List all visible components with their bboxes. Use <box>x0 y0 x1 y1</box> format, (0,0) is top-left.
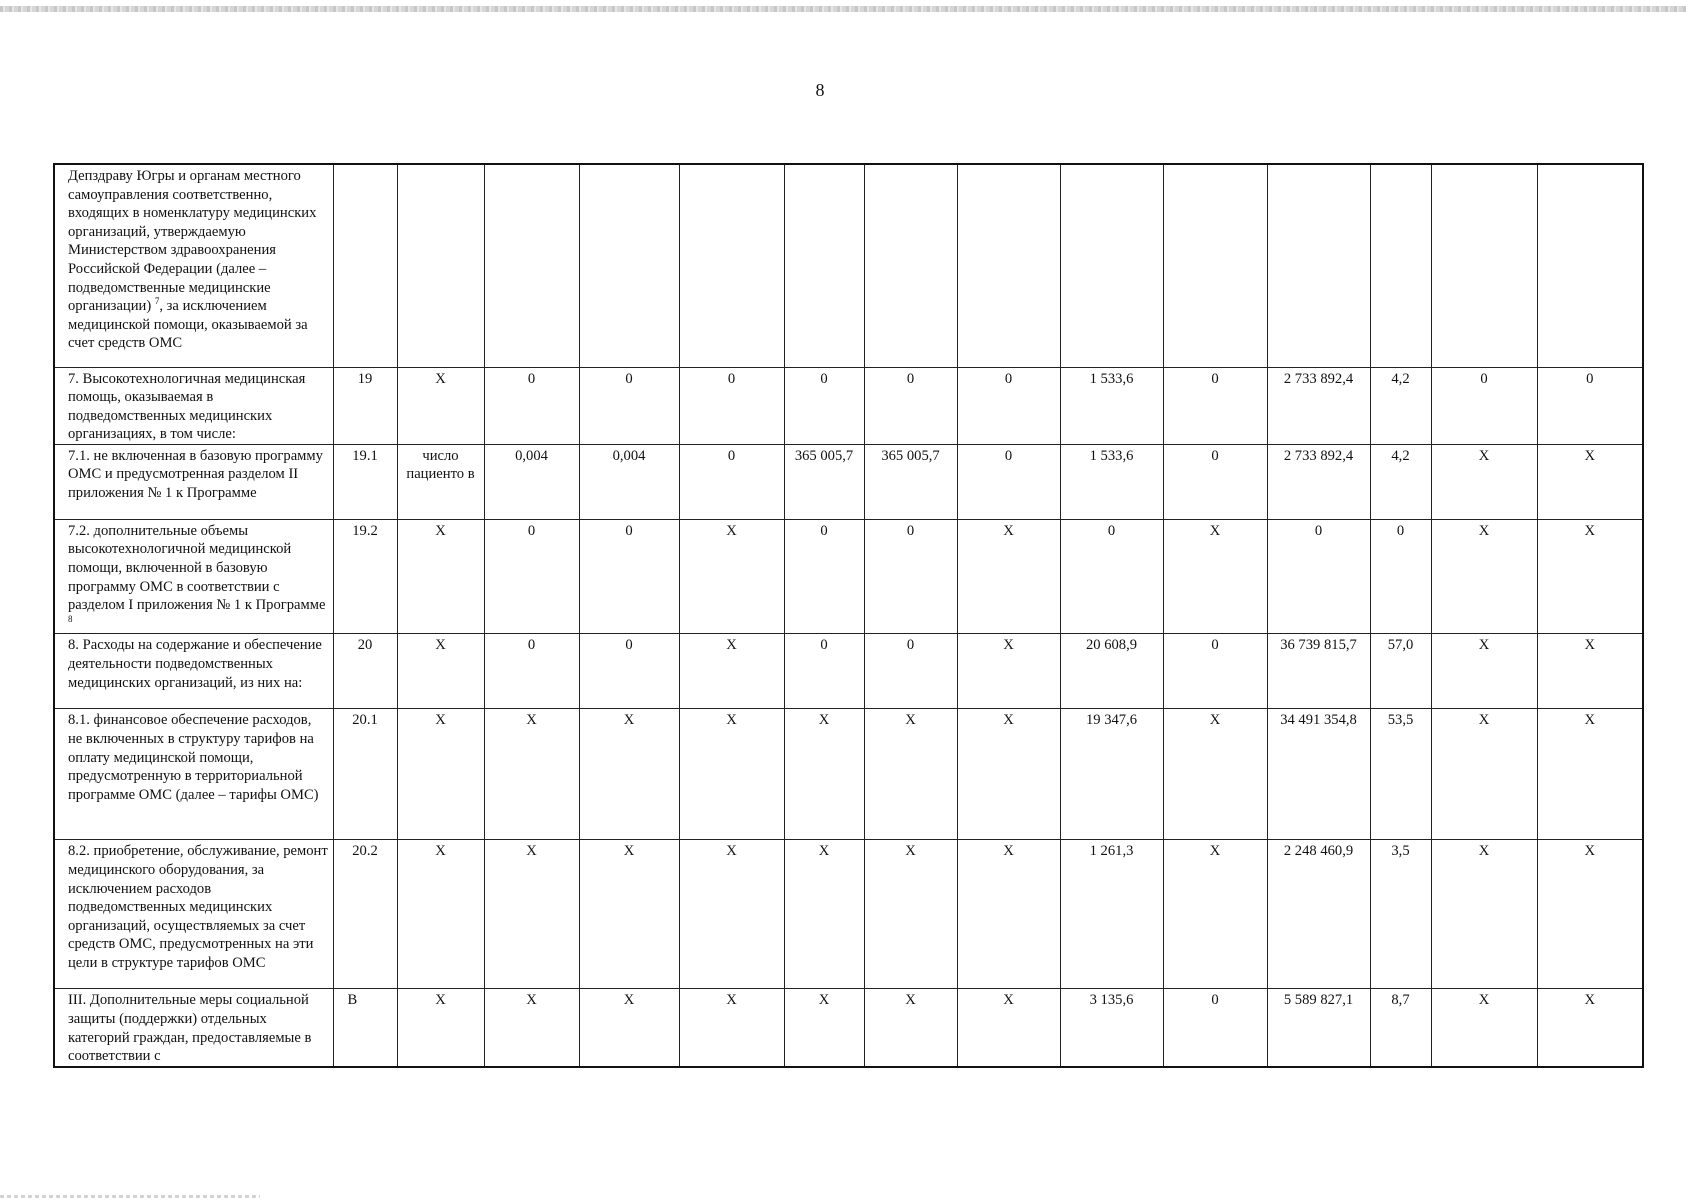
cell-volume-per-person-b: X <box>579 709 679 840</box>
row-description-text: 7.2. дополнительные объемы высокотехнологичной медицинской помощи, включенной в базовую программу ОМС в соответствии с разделом I приложения № 1 к Программе <box>68 522 326 614</box>
row-description-text: III. Дополнительные меры социальной защиты (поддержки) отдельных категорий граждан, предоставляемые в соответствии с <box>68 992 312 1065</box>
cell-cost-per-unit-a: X <box>679 634 784 709</box>
cell-per-capita-a: 0 <box>957 367 1060 444</box>
cell-total-cost-a: 2 733 892,4 <box>1267 367 1370 444</box>
cell-cost-per-unit-b: 0 <box>784 634 864 709</box>
cell-share-percent: 4,2 <box>1370 367 1431 444</box>
cell-per-capita-c: 0 <box>1163 367 1267 444</box>
cell-row-code: 19.2 <box>333 519 397 634</box>
row-description <box>54 840 333 989</box>
cell-share-percent: 0 <box>1370 519 1431 634</box>
cell-per-capita-a: X <box>957 989 1060 1067</box>
cell-cost-per-unit-c: X <box>864 989 957 1067</box>
cell-cost-per-unit-c: X <box>864 709 957 840</box>
scan-bottom-edge <box>0 1195 260 1198</box>
cell-unit: X <box>397 989 484 1067</box>
footnote-marker: 8 <box>68 613 73 624</box>
cell-extra-a: X <box>1431 519 1537 634</box>
cell-cost-per-unit-c: 365 005,7 <box>864 444 957 519</box>
row-description <box>54 989 333 1067</box>
cell-row-code <box>333 164 397 367</box>
cell-volume-per-person-a: X <box>484 989 579 1067</box>
cell-row-code: 20 <box>333 634 397 709</box>
cell-share-percent: 8,7 <box>1370 989 1431 1067</box>
footnote-marker: 7 <box>154 296 160 307</box>
cell-per-capita-b: 3 135,6 <box>1060 989 1163 1067</box>
cell-cost-per-unit-c <box>864 164 957 367</box>
row-description <box>54 367 333 444</box>
cell-extra-a: X <box>1431 634 1537 709</box>
cell-unit: X <box>397 519 484 634</box>
cell-cost-per-unit-b: X <box>784 840 864 989</box>
cell-per-capita-a: X <box>957 840 1060 989</box>
cell-per-capita-c: 0 <box>1163 989 1267 1067</box>
cell-unit: число пациенто в <box>397 444 484 519</box>
cell-row-code: 19.1 <box>333 444 397 519</box>
cell-total-cost-a: 5 589 827,1 <box>1267 989 1370 1067</box>
cell-volume-per-person-a: 0 <box>484 519 579 634</box>
cell-per-capita-c: X <box>1163 840 1267 989</box>
row-description <box>54 519 333 634</box>
cell-cost-per-unit-c: 0 <box>864 519 957 634</box>
table-row <box>54 989 1643 1067</box>
cell-total-cost-a: 2 733 892,4 <box>1267 444 1370 519</box>
cell-per-capita-c: 0 <box>1163 634 1267 709</box>
cell-volume-per-person-b <box>579 164 679 367</box>
cell-per-capita-b: 1 533,6 <box>1060 367 1163 444</box>
cell-extra-b <box>1537 164 1643 367</box>
cell-cost-per-unit-b: 365 005,7 <box>784 444 864 519</box>
cell-per-capita-a: 0 <box>957 444 1060 519</box>
cell-volume-per-person-b: 0 <box>579 519 679 634</box>
row-description-text: 7.1. не включенная в базовую программу ОМС и предусмотренная разделом II приложения № 1 к Программе <box>68 447 323 502</box>
cell-row-code: 20.1 <box>333 709 397 840</box>
cell-per-capita-b: 20 608,9 <box>1060 634 1163 709</box>
cell-extra-b: X <box>1537 709 1643 840</box>
row-description-text: 8.2. приобретение, обслуживание, ремонт медицинского оборудования, за исключением расходов подведомственных медицинских организаций, осуществляемых за счет средств ОМС, предусмотренных на эти цели в структуре тарифов ОМС <box>68 843 328 971</box>
cell-cost-per-unit-c: 0 <box>864 634 957 709</box>
cell-row-code: 19 <box>333 367 397 444</box>
row-description-text: 8.1. финансовое обеспечение расходов, не включенных в структуру тарифов на оплату медицинской помощи, предусмотренную в территориальной программе ОМС (далее – тарифы ОМС) <box>68 712 319 803</box>
cell-volume-per-person-b: X <box>579 989 679 1067</box>
cell-cost-per-unit-b: 0 <box>784 519 864 634</box>
cell-cost-per-unit-a: 0 <box>679 367 784 444</box>
cell-volume-per-person-b: X <box>579 840 679 989</box>
table-row <box>54 709 1643 840</box>
cell-extra-b: X <box>1537 634 1643 709</box>
cell-extra-a: 0 <box>1431 367 1537 444</box>
cell-volume-per-person-a: 0,004 <box>484 444 579 519</box>
cell-per-capita-c: 0 <box>1163 444 1267 519</box>
cell-extra-b: X <box>1537 519 1643 634</box>
row-description-text: Депздраву Югры и органам местного самоуправления соответственно, входящих в номенклатуру медицинских организаций, утверждаемую Министерством здравоохранения Российской Федерации (далее – подведомственные медицинские организации) <box>68 168 317 315</box>
row-description-continuation: , за исключением медицинской помощи, оказываемой за счет средств ОМС <box>68 298 308 352</box>
cell-unit <box>397 164 484 367</box>
cell-unit: X <box>397 709 484 840</box>
cell-cost-per-unit-b: X <box>784 989 864 1067</box>
cell-volume-per-person-a: X <box>484 840 579 989</box>
cell-share-percent: 4,2 <box>1370 444 1431 519</box>
page-number: 8 <box>815 80 825 100</box>
cell-row-code: В <box>333 989 397 1067</box>
row-description <box>54 634 333 709</box>
cell-share-percent <box>1370 164 1431 367</box>
cell-per-capita-a: X <box>957 519 1060 634</box>
cell-cost-per-unit-b: X <box>784 709 864 840</box>
cell-extra-a: X <box>1431 989 1537 1067</box>
cell-per-capita-b: 1 533,6 <box>1060 444 1163 519</box>
cell-per-capita-a: X <box>957 709 1060 840</box>
cell-cost-per-unit-a: X <box>679 709 784 840</box>
cell-cost-per-unit-c: X <box>864 840 957 989</box>
cell-per-capita-b: 1 261,3 <box>1060 840 1163 989</box>
cell-extra-a: X <box>1431 840 1537 989</box>
cell-per-capita-c <box>1163 164 1267 367</box>
cell-extra-b: 0 <box>1537 367 1643 444</box>
cell-per-capita-b <box>1060 164 1163 367</box>
row-description <box>54 709 333 840</box>
table-body <box>54 164 1643 1067</box>
cell-cost-per-unit-a <box>679 164 784 367</box>
cell-volume-per-person-a <box>484 164 579 367</box>
cell-volume-per-person-b: 0 <box>579 367 679 444</box>
row-description-text: 7. Высокотехнологичная медицинская помощь, оказываемая в подведомственных медицинских организациях, в том числе: <box>68 370 306 443</box>
cell-share-percent: 53,5 <box>1370 709 1431 840</box>
row-description <box>54 444 333 519</box>
cell-per-capita-c: X <box>1163 709 1267 840</box>
table-row <box>54 444 1643 519</box>
cell-cost-per-unit-a: X <box>679 519 784 634</box>
scan-top-edge <box>0 6 1686 12</box>
cell-volume-per-person-b: 0 <box>579 634 679 709</box>
cell-row-code: 20.2 <box>333 840 397 989</box>
cell-extra-b: X <box>1537 989 1643 1067</box>
cell-cost-per-unit-a: X <box>679 989 784 1067</box>
row-description <box>54 164 333 367</box>
cell-per-capita-a <box>957 164 1060 367</box>
cell-total-cost-a: 2 248 460,9 <box>1267 840 1370 989</box>
table-row <box>54 634 1643 709</box>
cell-per-capita-b: 0 <box>1060 519 1163 634</box>
table-row <box>54 164 1643 367</box>
table-row <box>54 840 1643 989</box>
cell-total-cost-a: 36 739 815,7 <box>1267 634 1370 709</box>
cell-cost-per-unit-a: X <box>679 840 784 989</box>
cell-share-percent: 57,0 <box>1370 634 1431 709</box>
budget-table <box>53 163 1644 1068</box>
table-row <box>54 519 1643 634</box>
cell-cost-per-unit-a: 0 <box>679 444 784 519</box>
cell-unit: X <box>397 634 484 709</box>
cell-per-capita-c: X <box>1163 519 1267 634</box>
cell-share-percent: 3,5 <box>1370 840 1431 989</box>
cell-extra-a: X <box>1431 444 1537 519</box>
cell-extra-b: X <box>1537 840 1643 989</box>
cell-total-cost-a <box>1267 164 1370 367</box>
cell-extra-a <box>1431 164 1537 367</box>
cell-volume-per-person-b: 0,004 <box>579 444 679 519</box>
cell-volume-per-person-a: X <box>484 709 579 840</box>
cell-extra-b: X <box>1537 444 1643 519</box>
cell-volume-per-person-a: 0 <box>484 634 579 709</box>
cell-extra-a: X <box>1431 709 1537 840</box>
cell-volume-per-person-a: 0 <box>484 367 579 444</box>
cell-total-cost-a: 0 <box>1267 519 1370 634</box>
cell-unit: X <box>397 367 484 444</box>
cell-per-capita-b: 19 347,6 <box>1060 709 1163 840</box>
row-description-text: 8. Расходы на содержание и обеспечение деятельности подведомственных медицинских организаций, из них на: <box>68 637 322 691</box>
cell-unit: X <box>397 840 484 989</box>
cell-cost-per-unit-b <box>784 164 864 367</box>
cell-cost-per-unit-c: 0 <box>864 367 957 444</box>
cell-per-capita-a: X <box>957 634 1060 709</box>
cell-cost-per-unit-b: 0 <box>784 367 864 444</box>
table-row <box>54 367 1643 444</box>
cell-total-cost-a: 34 491 354,8 <box>1267 709 1370 840</box>
